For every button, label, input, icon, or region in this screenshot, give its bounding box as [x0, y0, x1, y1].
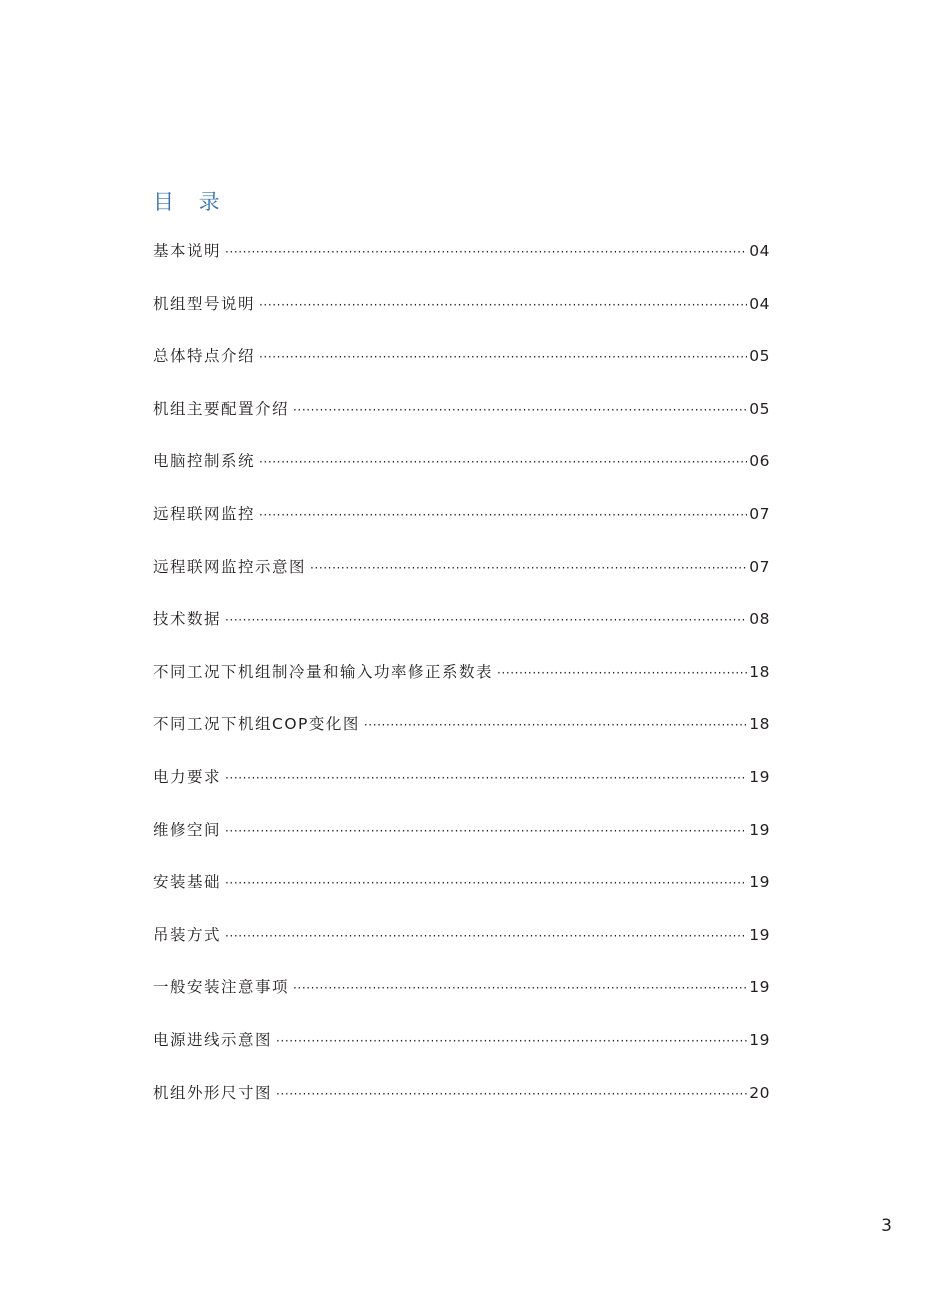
- toc-entry-page: 19: [749, 820, 770, 839]
- toc-entry-page: 19: [749, 1030, 770, 1049]
- toc-entry-page: 19: [749, 873, 770, 892]
- toc-dot-leader: [225, 870, 747, 896]
- toc-entry-label: 远程联网监控: [153, 504, 256, 523]
- toc-dot-leader: [225, 923, 747, 949]
- toc-dot-leader: [225, 818, 747, 844]
- toc-entry-label: 电源进线示意图: [153, 1030, 273, 1049]
- toc-dot-leader: [259, 292, 747, 318]
- toc-entry[interactable]: [153, 1027, 770, 1080]
- toc-entry[interactable]: [153, 606, 770, 659]
- toc-entry[interactable]: [153, 448, 770, 501]
- toc-dot-leader: [259, 344, 747, 370]
- toc-dot-leader: [259, 449, 747, 475]
- toc-entry-page: 08: [749, 610, 770, 629]
- toc-entry-label: 技术数据: [153, 610, 222, 629]
- toc-entry-page: 06: [749, 452, 770, 471]
- toc-entry-label: 不同工况下机组COP变化图: [153, 715, 360, 734]
- toc-entry-page: 19: [749, 925, 770, 944]
- toc-entry-label: 安装基础: [153, 873, 222, 892]
- toc-entry[interactable]: [153, 238, 770, 291]
- toc-entry-page: 18: [749, 662, 770, 681]
- toc-entry-page: 07: [749, 557, 770, 576]
- toc-entry-label: 机组型号说明: [153, 294, 256, 313]
- toc-entry-label: 电力要求: [153, 767, 222, 786]
- toc-entry-label: 不同工况下机组制冷量和输入功率修正系数表: [153, 662, 494, 681]
- toc-entry[interactable]: [153, 764, 770, 817]
- toc-entry-page: 04: [749, 294, 770, 313]
- toc-dot-leader: [225, 239, 747, 265]
- toc-dot-leader: [293, 975, 747, 1001]
- toc-entry-page: 19: [749, 767, 770, 786]
- toc-entry-page: 05: [749, 347, 770, 366]
- toc-dot-leader: [276, 1081, 747, 1107]
- toc-list: [153, 238, 770, 1132]
- toc-entry-page: 04: [749, 242, 770, 260]
- toc-entry-label: 机组外形尺寸图: [153, 1083, 273, 1102]
- toc-entry-label: 维修空间: [153, 820, 222, 839]
- toc-entry-label: 机组主要配置介绍: [153, 399, 290, 418]
- toc-dot-leader: [225, 765, 747, 791]
- toc-entry[interactable]: [153, 659, 770, 712]
- toc-entry[interactable]: [153, 817, 770, 870]
- toc-dot-leader: [310, 555, 747, 581]
- toc-dot-leader: [364, 712, 747, 738]
- toc-dot-leader: [497, 660, 747, 686]
- toc-entry[interactable]: [153, 291, 770, 344]
- toc-entry-label: 吊装方式: [153, 925, 222, 944]
- toc-entry-page: 20: [749, 1083, 770, 1102]
- toc-entry-page: 19: [749, 978, 770, 997]
- toc-entry[interactable]: [153, 554, 770, 607]
- toc-entry[interactable]: [153, 343, 770, 396]
- toc-entry-page: 05: [749, 399, 770, 418]
- toc-entry-label: 电脑控制系统: [153, 452, 256, 471]
- toc-dot-leader: [293, 397, 747, 423]
- toc-entry[interactable]: [153, 1080, 770, 1133]
- toc-entry[interactable]: [153, 396, 770, 449]
- toc-entry-label: 基本说明: [153, 242, 222, 260]
- toc-entry[interactable]: [153, 711, 770, 764]
- toc-entry[interactable]: [153, 869, 770, 922]
- toc-entry-label: 总体特点介绍: [153, 347, 256, 366]
- toc-entry-page: 07: [749, 504, 770, 523]
- toc-entry-label: 远程联网监控示意图: [153, 557, 307, 576]
- toc-dot-leader: [276, 1028, 747, 1054]
- toc-entry[interactable]: [153, 974, 770, 1027]
- toc-title: 目 录: [153, 190, 229, 214]
- toc-entry[interactable]: [153, 922, 770, 975]
- toc-entry-page: 18: [749, 715, 770, 734]
- toc-dot-leader: [225, 607, 747, 633]
- toc-entry[interactable]: [153, 501, 770, 554]
- toc-entry-label: 一般安装注意事项: [153, 978, 290, 997]
- toc-dot-leader: [259, 502, 747, 528]
- page-number: 3: [881, 1216, 892, 1236]
